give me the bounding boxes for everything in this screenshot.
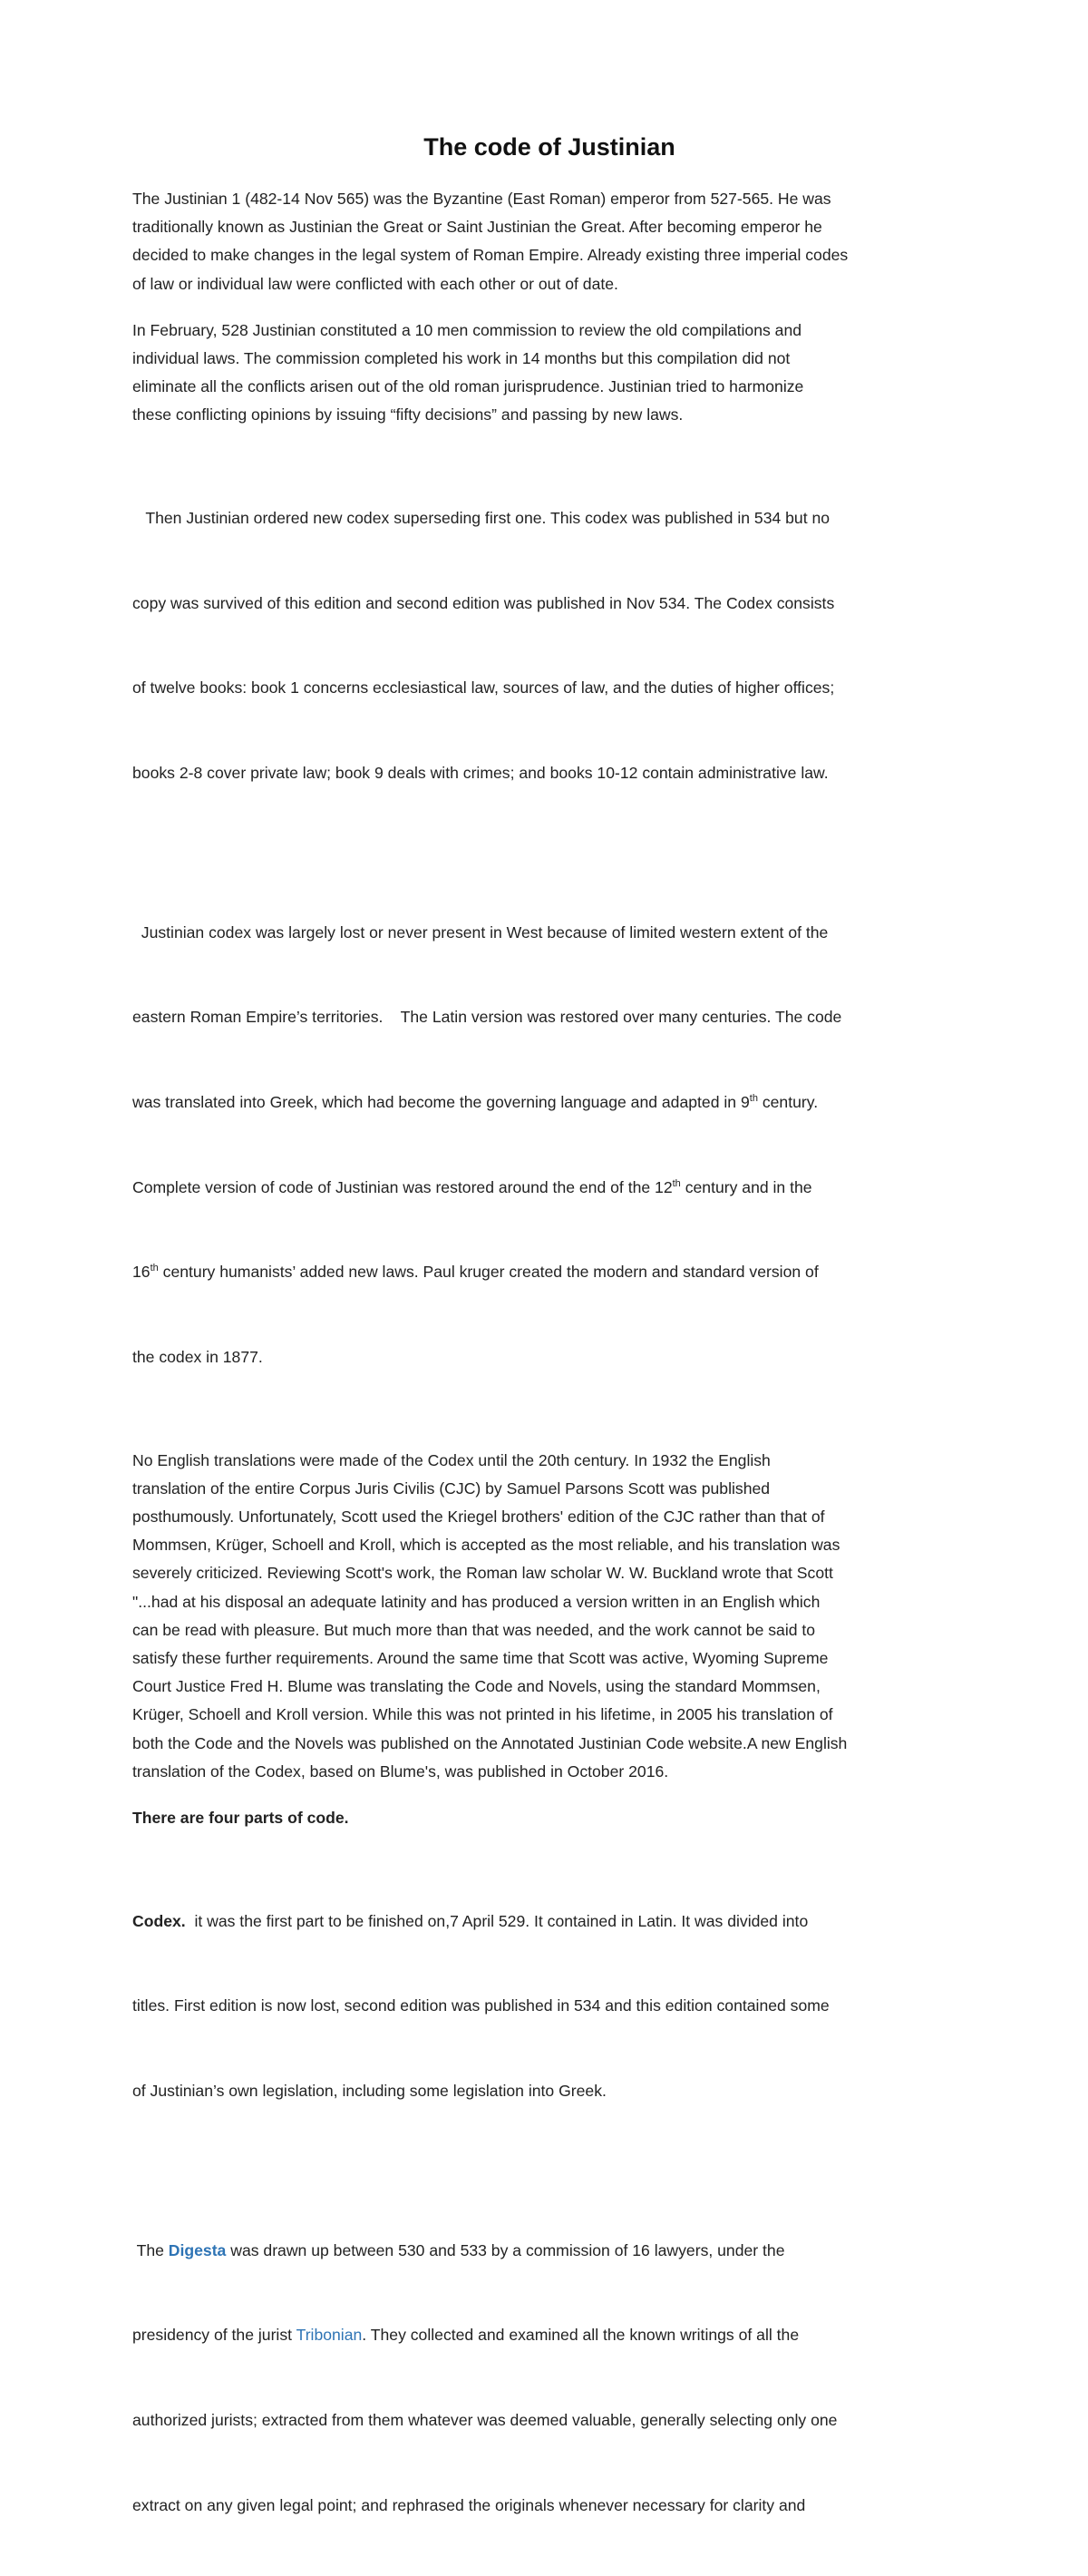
paragraph-codex-history — [132, 862, 967, 1428]
text-fragment: presidency of the jurist — [132, 2326, 296, 2345]
text-line: translation of the entire Corpus Juris Civilis (CJC) by Samuel Parsons Scott was published — [132, 1478, 771, 1498]
text-line — [132, 1088, 967, 1117]
paragraph-new-codex — [132, 448, 967, 844]
text-fragment: century. — [757, 1093, 819, 1112]
text-fragment: 16 — [132, 1263, 151, 1282]
text-fragment: . They collected and examined all the known writings of all the — [362, 2326, 800, 2345]
text-line: titles. First edition is now lost, second edition was published in 534 and this edition contained some — [132, 1996, 830, 2015]
paragraph-intro — [132, 185, 967, 298]
text-line — [132, 1174, 967, 1202]
text-fragment: it was the first part to be finished on,7 April 529. It contained in Latin. It was divided into — [185, 1911, 809, 1930]
text-fragment: century and in the — [680, 1177, 812, 1196]
text-line: severely criticized. Reviewing Scott's work, the Roman law scholar W. W. Buckland wrote that Scott — [132, 1564, 833, 1583]
text-fragment: was translated into Greek, which had become the governing language and adapted in 9 — [132, 1093, 750, 1112]
text-line: traditionally known as Justinian the Great or Saint Justinian the Great. After becoming emperor he — [132, 218, 822, 237]
bold-label: Codex. — [132, 1911, 186, 1930]
paragraph-digesta — [132, 2180, 967, 2576]
text-line: satisfy these further requirements. Around the same time that Scott was active, Wyoming Supreme — [132, 1648, 829, 1667]
text-line: of law or individual law were conflicted with each other or out of date. — [132, 274, 618, 293]
paragraph-english-translations — [132, 1447, 967, 1786]
superscript: th — [150, 1263, 159, 1274]
text-line: of Justinian’s own legislation, including some legislation into Greek. — [132, 2081, 607, 2100]
text-line: No English translations were made of the Codex until the 20th century. In 1932 the English — [132, 1450, 771, 1469]
bold-heading: There are four parts of code. — [132, 1808, 349, 1827]
digesta-link[interactable]: Digesta — [168, 2240, 227, 2259]
superscript: th — [749, 1093, 758, 1105]
paragraph-commission — [132, 317, 967, 430]
text-line: of twelve books: book 1 concerns ecclesiastical law, sources of law, and the duties of higher offices; — [132, 678, 835, 698]
text-fragment: century humanists’ added new laws. Paul kruger created the modern and standard version of — [158, 1263, 819, 1282]
text-line: copy was survived of this edition and second edition was published in Nov 534. The Codex consists — [132, 593, 835, 612]
text-line: can be read with pleasure. But much more than that was needed, and the work cannot be said to — [132, 1620, 816, 1639]
tribonian-link[interactable]: Tribonian — [296, 2326, 363, 2345]
text-line — [132, 2321, 967, 2349]
paragraph-codex-part — [132, 1850, 967, 2161]
text-line: eastern Roman Empire’s territories. The Latin version was restored over many centuries. The code — [132, 1008, 842, 1027]
text-line: decided to make changes in the legal system of Roman Empire. Already existing three imperial codes — [132, 246, 849, 265]
text-line: Court Justice Fred H. Blume was translating the Code and Novels, using the standard Mommsen, — [132, 1677, 821, 1696]
text-line: "...had at his disposal an adequate latinity and has produced a version written in an English which — [132, 1592, 821, 1611]
text-line: posthumously. Unfortunately, Scott used the Kriegel brothers' edition of the CJC rather than that of — [132, 1507, 825, 1526]
text-line: Mommsen, Krüger, Schoell and Kroll, which is accepted as the most reliable, and his translation was — [132, 1536, 840, 1555]
text-line: translation of the Codex, based on Blume's, was published in October 2016. — [132, 1761, 669, 1781]
text-line: books 2-8 cover private law; book 9 deals with crimes; and books 10-12 contain administrative law. — [132, 763, 829, 782]
text-line — [132, 1908, 967, 1936]
text-fragment: The — [132, 2240, 169, 2259]
paragraph-four-parts-heading — [132, 1804, 967, 1832]
text-line: the codex in 1877. — [132, 1347, 263, 1366]
text-line — [132, 1258, 967, 1286]
text-line: eliminate all the conflicts arisen out of the old roman jurisprudence. Justinian tried to harmonize — [132, 377, 804, 396]
text-line: these conflicting opinions by issuing “fifty decisions” and passing by new laws. — [132, 405, 684, 424]
superscript: th — [672, 1177, 681, 1189]
text-line: Krüger, Schoell and Kroll version. While this was not printed in his lifetime, in 2005 his translation of — [132, 1705, 833, 1724]
text-fragment: Complete version of code of Justinian was restored around the end of the 12 — [132, 1177, 673, 1196]
text-line: individual laws. The commission completed his work in 14 months but this compilation did not — [132, 349, 791, 368]
document-title: The code of Justinian — [423, 133, 675, 161]
text-line: extract on any given legal point; and rephrased the originals whenever necessary for clarity and — [132, 2495, 806, 2514]
text-line: The Justinian 1 (482-14 Nov 565) was the Byzantine (East Roman) emperor from 527-565. He was — [132, 190, 831, 208]
text-line: authorized jurists; extracted from them whatever was deemed valuable, generally selecting only one — [132, 2411, 838, 2430]
text-line: Justinian codex was largely lost or never present in West because of limited western extent of the — [132, 922, 829, 942]
text-line: In February, 528 Justinian constituted a 10 men commission to review the old compilations and — [132, 320, 802, 339]
text-fragment: was drawn up between 530 and 533 by a commission of 16 lawyers, under the — [226, 2240, 785, 2259]
text-line — [132, 2237, 967, 2265]
document-page — [132, 129, 967, 2576]
text-line: Then Justinian ordered new codex superseding first one. This codex was published in 534 but no — [132, 509, 831, 528]
text-line: both the Code and the Novels was published on the Annotated Justinian Code website.A new English — [132, 1733, 848, 1752]
